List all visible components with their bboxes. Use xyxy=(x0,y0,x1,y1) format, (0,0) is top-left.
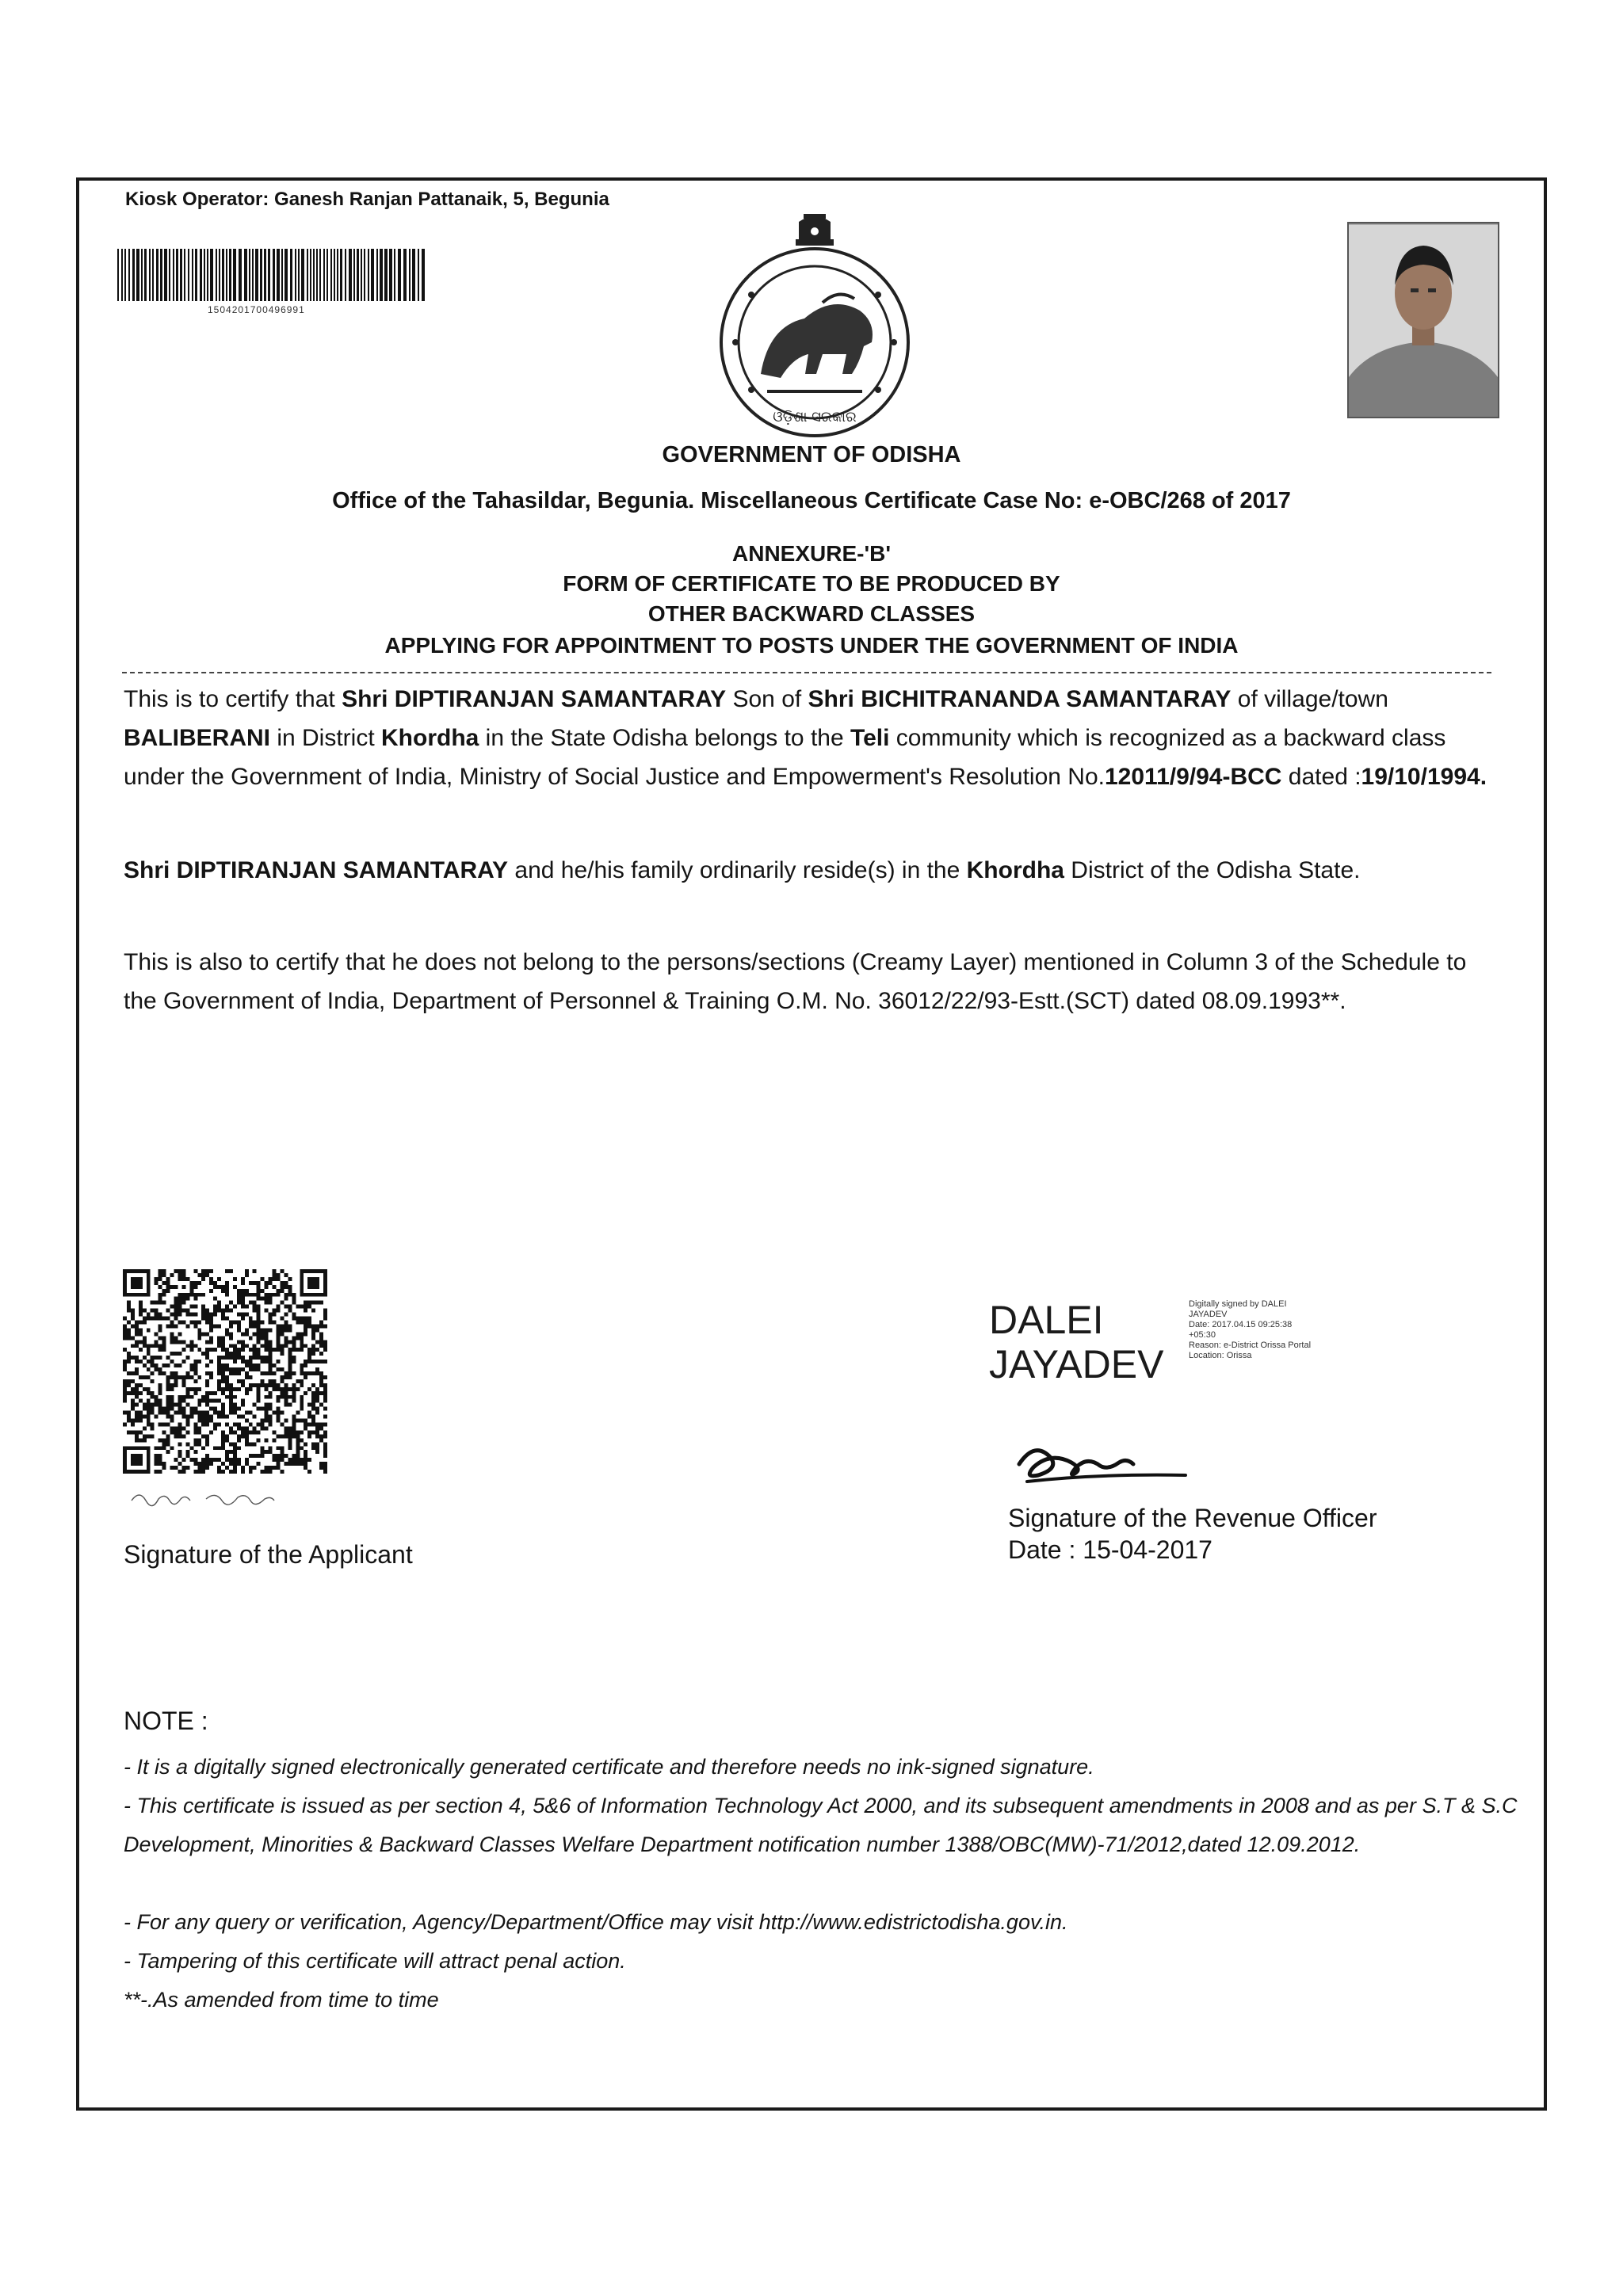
issue-date: Date : 15-04-2017 xyxy=(1008,1535,1212,1564)
community-name: Teli xyxy=(850,725,890,751)
odisha-emblem-icon xyxy=(704,208,926,437)
applicant-name: Shri DIPTIRANJAN SAMANTARAY xyxy=(124,857,509,883)
digital-signer-name xyxy=(989,1298,1163,1386)
text: District of the Odisha State. xyxy=(1064,857,1361,883)
form-title-3: APPLYING FOR APPOINTMENT TO POSTS UNDER THE GOVERNMENT OF INDIA xyxy=(384,633,1239,658)
applicant-signature-icon xyxy=(127,1483,325,1510)
revenue-officer-label: Signature of the Revenue Officer xyxy=(1008,1504,1377,1532)
signer-second-line: JAYADEV xyxy=(989,1342,1164,1386)
qr-code xyxy=(122,1269,328,1474)
digital-signature-info xyxy=(1189,1299,1311,1361)
text: of village/town xyxy=(1231,686,1388,712)
signature-info-line: +05:30 xyxy=(1189,1330,1216,1340)
district-name: Khordha xyxy=(381,725,479,751)
text: in District xyxy=(270,725,382,751)
text: Son of xyxy=(726,686,808,712)
district-name: Khordha xyxy=(966,857,1064,883)
barcode-number: 1504201700496991 xyxy=(208,304,305,315)
annexure-title: ANNEXURE-'B' xyxy=(732,541,891,566)
person-photo-icon xyxy=(1349,223,1498,417)
text: and he/his family ordinarily reside(s) in the xyxy=(508,857,967,883)
government-title: GOVERNMENT OF ODISHA xyxy=(662,442,961,467)
text: This is to certify that xyxy=(124,686,342,712)
applicant-name: Shri DIPTIRANJAN SAMANTARAY xyxy=(342,686,727,712)
text: in the State Odisha belongs to the xyxy=(479,725,850,751)
note-item: **-.As amended from time to time xyxy=(124,1988,439,2012)
creamy-layer-paragraph: This is also to certify that he does not belong to the persons/sections (Creamy Layer) mentioned in Column 3 of the Schedule to the Government of India, Department of Personnel & Training O.M. No. 36012/22/93-Estt.(SCT) dated 08.09.1993**. xyxy=(124,949,1467,1014)
father-name: Shri BICHITRANANDA SAMANTARAY xyxy=(808,686,1232,712)
residence-paragraph xyxy=(124,851,1503,890)
note-item: - For any query or verification, Agency/Department/Office may visit http://www.edistrictodisha.gov.in. xyxy=(124,1910,1068,1934)
revenue-officer-block xyxy=(1008,1502,1377,1566)
note-item: - Tampering of this certificate will attract penal action. xyxy=(124,1949,626,1973)
barcode xyxy=(117,249,426,301)
emblem-text: ଓଡ଼ିଶା ସରକାର xyxy=(773,409,857,425)
note-item: - This certificate is issued as per section 4, 5&6 of Information Technology Act 2000, and its subsequent amendments in 2008 and as per S.T & S.C Development, Minorities & Backward Classes Welfare Department notification number 1388/OBC(MW)-71/2012,dated 12.09.2012. xyxy=(124,1794,1518,1856)
signature-info-line: Digitally signed by DALEI xyxy=(1189,1299,1287,1309)
village-name: BALIBERANI xyxy=(124,725,270,751)
signature-info-line: Location: Orissa xyxy=(1189,1351,1252,1360)
text: dated : xyxy=(1281,764,1361,790)
form-title-1: FORM OF CERTIFICATE TO BE PRODUCED BY xyxy=(563,571,1060,596)
office-line: Office of the Tahasildar, Begunia. Miscellaneous Certificate Case No: e-OBC/268 of 2017 xyxy=(332,488,1291,513)
dashed-divider xyxy=(122,672,1491,673)
applicant-photo xyxy=(1347,222,1499,418)
signature-info-line: Reason: e-District Orissa Portal xyxy=(1189,1341,1312,1350)
signature-info-line: JAYADEV xyxy=(1189,1310,1228,1319)
resolution-date: 19/10/1994. xyxy=(1361,764,1487,790)
text: community which is recognized as a backward class under the Government of India, Ministry of Social Justice and Empowerment's Resolution No. xyxy=(124,725,1446,790)
signature-info-line: Date: 2017.04.15 09:25:38 xyxy=(1189,1320,1293,1329)
revenue-officer-signature-icon xyxy=(1011,1432,1209,1496)
note-item: - It is a digitally signed electronically generated certificate and therefore needs no ink-signed signature. xyxy=(124,1755,1094,1779)
certification-paragraph xyxy=(124,680,1503,796)
applicant-signature-label: Signature of the Applicant xyxy=(124,1540,413,1569)
resolution-number: 12011/9/94-BCC xyxy=(1104,764,1282,790)
form-title-2: OTHER BACKWARD CLASSES xyxy=(647,601,976,626)
note-heading: NOTE : xyxy=(124,1707,208,1735)
kiosk-operator: Kiosk Operator: Ganesh Ranjan Pattanaik, 5, Begunia xyxy=(125,189,609,210)
signer-first-line: DALEI xyxy=(989,1298,1104,1342)
